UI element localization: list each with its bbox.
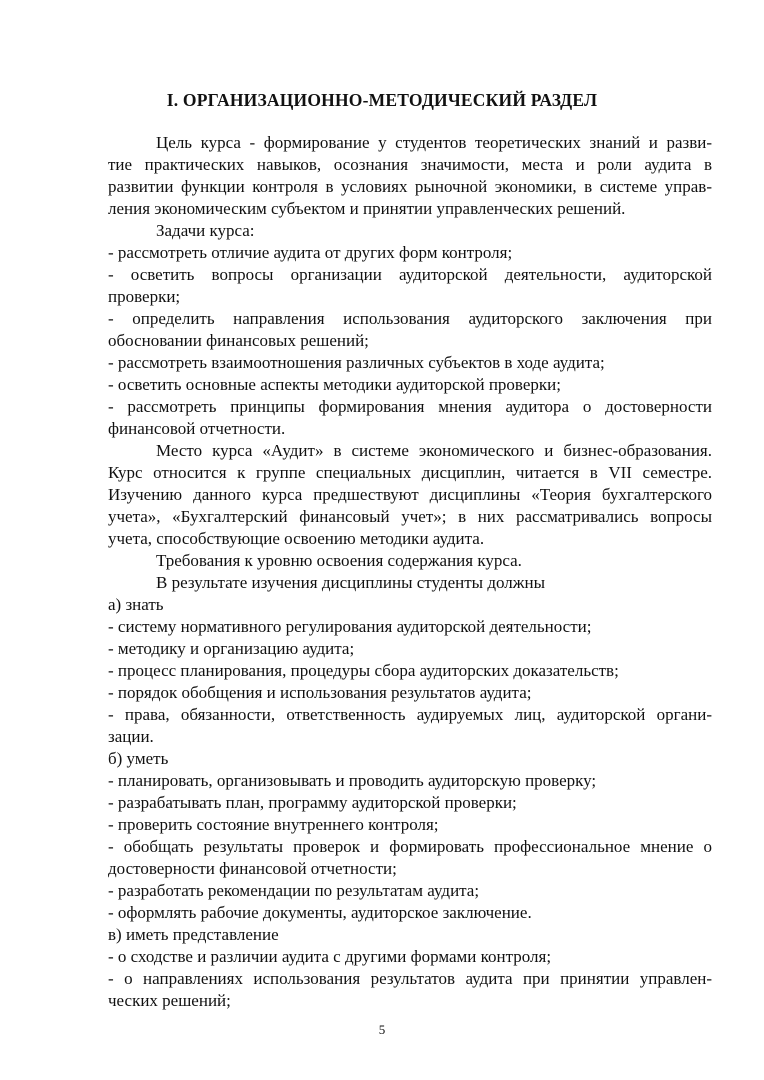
- text-line: - права, обязанности, ответственность аудируемых лиц, аудиторской органи-: [108, 705, 712, 724]
- text-line: а) знать: [108, 595, 164, 614]
- text-line: - проверить состояние внутреннего контроля;: [108, 815, 439, 834]
- text-line: В результате изучения дисциплины студенты должны: [156, 573, 546, 592]
- text-line: - оформлять рабочие документы, аудиторское заключение.: [108, 903, 532, 922]
- text-line: учета, способствующие освоению методики аудита.: [108, 529, 485, 548]
- text-line: - порядок обобщения и использования результатов аудита;: [108, 683, 532, 702]
- body-text: [108, 132, 712, 1012]
- text-line: в) иметь представление: [108, 925, 279, 944]
- text-line: Требования к уровню освоения содержания курса.: [156, 551, 522, 570]
- text-line: достоверности финансовой отчетности;: [108, 859, 397, 878]
- text-line: - методику и организацию аудита;: [108, 639, 355, 658]
- text-line: - осветить вопросы организации аудиторской деятельности, аудиторской: [108, 265, 712, 284]
- text-line: - разработать рекомендации по результатам аудита;: [108, 881, 480, 900]
- text-line: - рассмотреть взаимоотношения различных субъектов в ходе аудита;: [108, 353, 605, 372]
- text-line: - о сходстве и различии аудита с другими формами контроля;: [108, 947, 552, 966]
- text-line: - процесс планирования, процедуры сбора аудиторских доказательств;: [108, 661, 619, 680]
- text-line: - рассмотреть отличие аудита от других форм контроля;: [108, 243, 513, 262]
- text-line: - о направлениях использования результатов аудита при принятии управлен-: [108, 969, 712, 988]
- text-line: Место курса «Аудит» в системе экономического и бизнес-образования.: [156, 441, 712, 460]
- text-line: Изучению данного курса предшествуют дисциплины «Теория бухгалтерского: [108, 485, 712, 504]
- text-line: - осветить основные аспекты методики аудиторской проверки;: [108, 375, 561, 394]
- text-line: б) уметь: [108, 749, 169, 768]
- text-line: финансовой отчетности.: [108, 419, 286, 438]
- text-line: Цель курса - формирование у студентов теоретических знаний и разви-: [156, 133, 712, 152]
- text-line: ческих решений;: [108, 991, 231, 1010]
- text-line: Курс относится к группе специальных дисциплин, читается в VII семестре.: [108, 463, 712, 482]
- text-line: Задачи курса:: [156, 221, 255, 240]
- text-line: проверки;: [108, 287, 181, 306]
- text-line: тие практических навыков, осознания значимости, места и роли аудита в: [108, 155, 712, 174]
- section-title: I. ОРГАНИЗАЦИОННО-МЕТОДИЧЕСКИЙ РАЗДЕЛ: [166, 90, 598, 110]
- text-line: - разрабатывать план, программу аудиторской проверки;: [108, 793, 517, 812]
- text-line: ления экономическим субъектом и принятии управленческих решений.: [108, 199, 626, 218]
- text-line: обосновании финансовых решений;: [108, 331, 369, 350]
- text-line: - обобщать результаты проверок и формировать профессиональное мнение о: [108, 837, 712, 856]
- page-number: 5: [378, 1022, 386, 1037]
- text-line: зации.: [108, 727, 154, 746]
- text-line: - систему нормативного регулирования аудиторской деятельности;: [108, 617, 592, 636]
- text-line: развитии функции контроля в условиях рыночной экономики, в системе управ-: [108, 177, 712, 196]
- text-line: - определить направления использования аудиторского заключения при: [108, 309, 712, 328]
- text-line: учета», «Бухгалтерский финансовый учет»; в них рассматривались вопросы: [108, 507, 712, 526]
- text-line: - рассмотреть принципы формирования мнения аудитора о достоверности: [108, 397, 712, 416]
- text-line: - планировать, организовывать и проводить аудиторскую проверку;: [108, 771, 597, 790]
